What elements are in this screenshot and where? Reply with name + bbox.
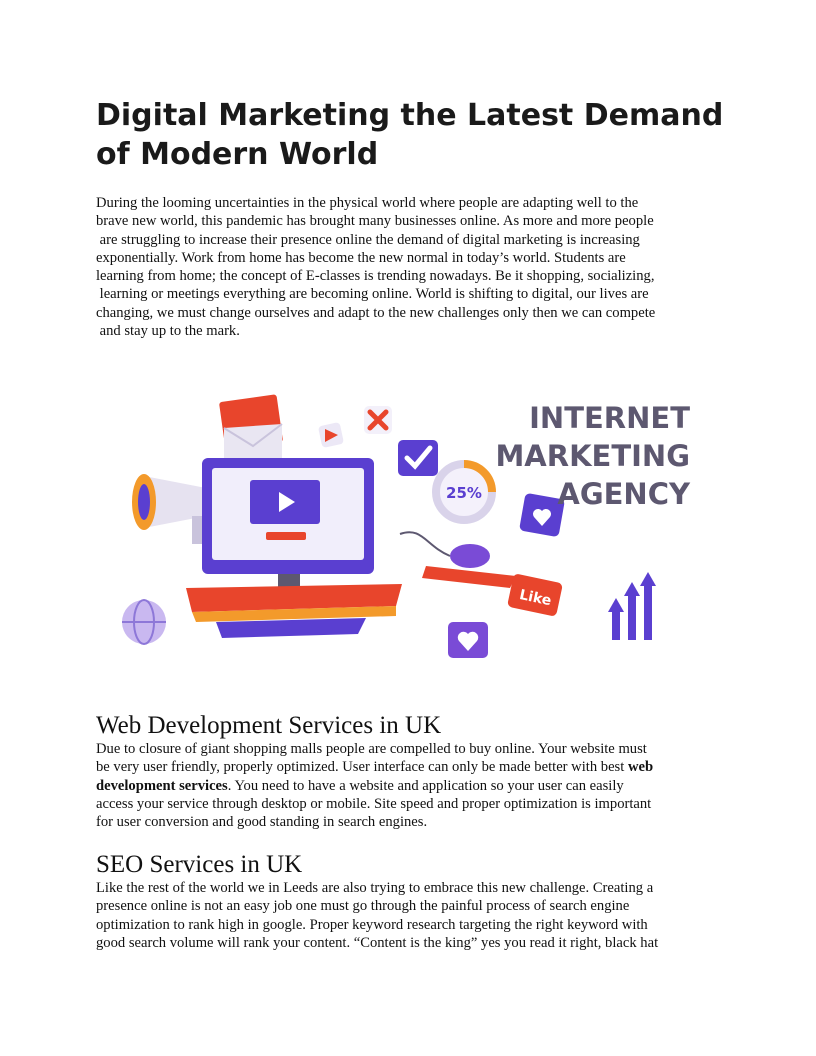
envelope-icon [219,394,283,462]
intro-line: During the looming uncertainties in the physical world where people are adapting well to the [96,195,639,211]
paragraph-line: presence online is not an easy job one must go through the painful process of search engine [96,898,630,915]
close-icon [364,406,392,434]
agency-line-1: INTERNET [529,401,690,435]
web-development-heading: Web Development Services in UK [96,712,442,739]
agency-line-3: AGENCY [557,477,690,511]
seo-services-heading: SEO Services in UK [96,851,303,878]
bold-keyword: web [627,759,654,776]
like-label: Like [517,586,553,610]
intro-line: learning from home; the concept of E-classes is trending nowadays. Be it shopping, socializing, [96,268,655,285]
intro-line: learning or meetings everything are becoming online. World is shifting to digital, our lives are [96,286,649,303]
paragraph-line: good search volume will rank your content. “Content is the king” yes you read it right, black hat [96,934,659,951]
intro-line: brave new world, this pandemic has brought many businesses online. As more and more people [96,213,654,230]
paragraph-line: Like the rest of the world we in Leeds are also trying to embrace this new challenge. Creating a [96,880,654,896]
paragraph-line: optimization to rank high in google. Proper keyword research targeting the right keyword with [96,916,648,933]
intro-line: are struggling to increase their presence online the demand of digital marketing is increasing [96,231,640,248]
agency-line-2: MARKETING [495,439,690,473]
paragraph-line [96,777,721,795]
intro-paragraph [96,194,721,340]
web-development-paragraph [96,740,721,831]
paragraph-text: . You need to have a website and application so your user can easily [227,777,624,794]
paragraph-line: access your service through desktop or mobile. Site speed and proper optimization is important [96,795,652,812]
monitor-icon [202,458,374,590]
heart-icon [448,622,488,658]
intro-line: and stay up to the mark. [96,323,240,340]
paragraph-line: Due to closure of giant shopping malls people are compelled to buy online. Your website must [96,741,647,757]
check-icon [398,440,438,476]
bold-keyword: development services [96,777,228,794]
globe-icon [122,600,166,644]
mouse-icon [450,544,490,568]
intro-line: changing, we must change ourselves and adapt to the new challenges only then we can compete [96,304,656,321]
percent-label: 25% [446,484,482,502]
paragraph-text: be very user friendly, properly optimized. User interface can only be made better with best [96,759,628,776]
page-title: Digital Marketing the Latest Demand of Modern World [96,98,724,172]
seo-services-paragraph [96,879,721,952]
paragraph-line [96,758,721,776]
intro-line: exponentially. Work from home has become the new normal in today’s world. Students are [96,249,626,266]
internet-marketing-illustration [96,366,720,684]
paragraph-line: for user conversion and good standing in search engines. [96,814,428,831]
percent-badge [436,464,492,520]
